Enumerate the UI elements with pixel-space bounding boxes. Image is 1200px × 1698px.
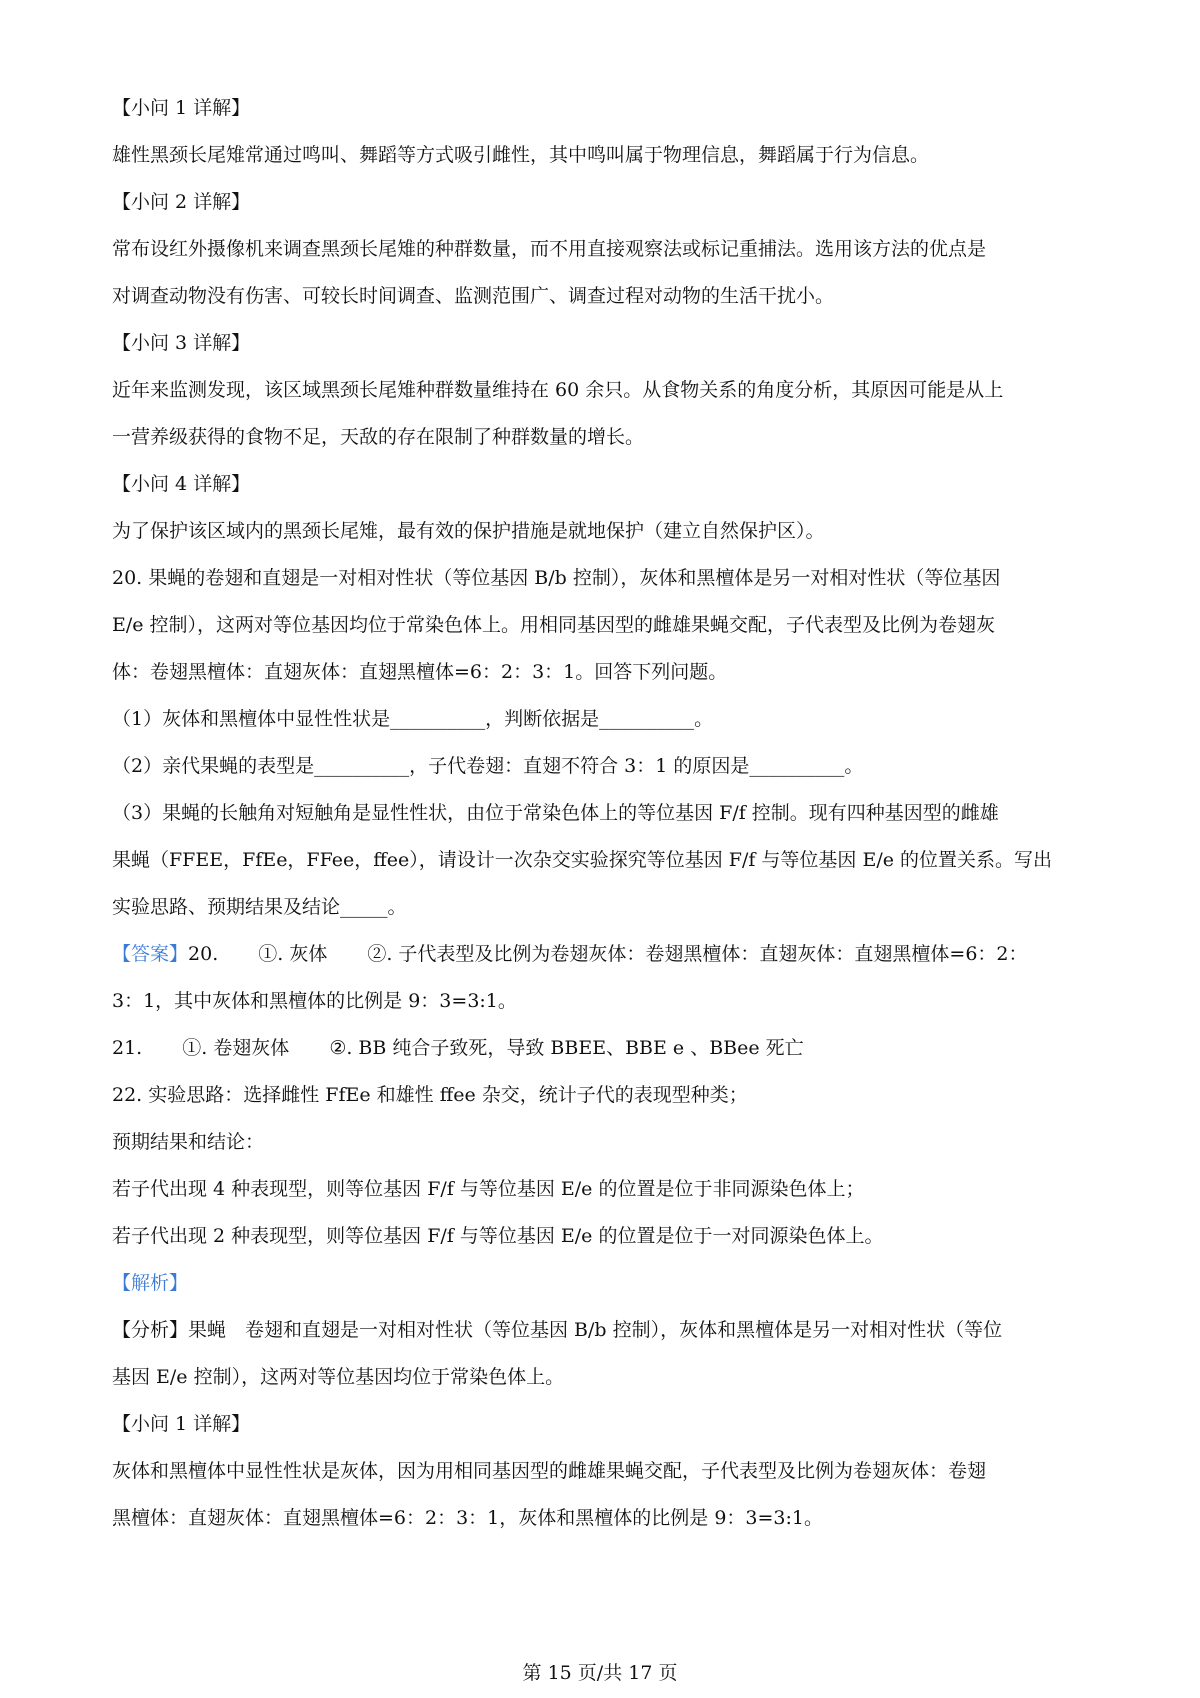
question-20 — [112, 566, 1102, 685]
answer-block — [112, 942, 1102, 1014]
answer-option: ①. 卷翅灰体 — [182, 1037, 290, 1059]
page-footer: 第 15 页/共 17 页 — [522, 1662, 678, 1684]
paragraph-line: 黑檀体：直翅灰体：直翅黑檀体=6：2：3：1，灰体和黑檀体的比例是 9：3=3:1。 — [112, 1507, 823, 1529]
paragraph-line: 常布设红外摄像机来调查黑颈长尾雉的种群数量，而不用直接观察法或标记重捕法。选用该方法的优点是 — [112, 238, 987, 260]
section-label: 【小问 3 详解】 — [112, 332, 251, 354]
paragraph-line: （3）果蝇的长触角对短触角是显性性状，由位于常染色体上的等位基因 F/f 控制。现有四种基因型的雌雄 — [112, 802, 999, 824]
paragraph-line: 近年来监测发现，该区域黑颈长尾雉种群数量维持在 60 余只。从食物关系的角度分析，其原因可能是从上 — [112, 379, 1004, 401]
paragraph-line: 体：卷翅黑檀体：直翅灰体：直翅黑檀体=6：2：3：1。回答下列问题。 — [112, 661, 728, 683]
paragraph-line: 果蝇（FFEE，FfEe，FFee，ffee），请设计一次杂交实验探究等位基因 F/f 与等位基因 E/e 的位置关系。写出 — [112, 849, 1053, 871]
answer-line: 3：1，其中灰体和黑檀体的比例是 9：3=3:1。 — [112, 990, 517, 1012]
analysis-paragraph — [112, 1318, 1102, 1390]
paragraph-line: 20. 果蝇的卷翅和直翅是一对相对性状（等位基因 B/b 控制），灰体和黑檀体是另一对相对性状（等位基因 — [112, 567, 1001, 589]
paragraph — [112, 1459, 1102, 1531]
answer-label: 【答案】 — [112, 943, 189, 965]
section-label: 【小问 1 详解】 — [112, 97, 251, 119]
answer-number: 21. — [112, 1037, 143, 1059]
paragraph-line: 灰体和黑檀体中显性性状是灰体，因为用相同基因型的雌雄果蝇交配，子代表型及比例为卷翅灰体：卷翅 — [112, 1460, 987, 1482]
paragraph-line: 22. 实验思路：选择雌性 FfEe 和雄性 ffee 杂交，统计子代的表现型种类； — [112, 1084, 748, 1106]
paragraph-line: 对调查动物没有伤害、可较长时间调查、监测范围广、调查过程对动物的生活干扰小。 — [112, 285, 835, 307]
section-label: 【小问 2 详解】 — [112, 191, 251, 213]
answer-option: ②. BB 纯合子致死，导致 BBEE、BBE e 、BBee 死亡 — [329, 1037, 804, 1059]
answer-option: ②. 子代表型及比例为卷翅灰体：卷翅黑檀体：直翅灰体：直翅黑檀体=6：2： — [367, 943, 1028, 965]
sub-question: （2）亲代果蝇的表型是__________，子代卷翅：直翅不符合 3：1 的原因是__________。 — [112, 755, 864, 777]
paragraph — [112, 237, 1102, 309]
paragraph — [112, 378, 1102, 450]
section-label: 【小问 4 详解】 — [112, 473, 251, 495]
answer-option: ①. 灰体 — [258, 943, 328, 965]
paragraph-line: 若子代出现 4 种表现型，则等位基因 F/f 与等位基因 E/e 的位置是位于非同源染色体上； — [112, 1178, 865, 1200]
section-label: 【小问 1 详解】 — [112, 1413, 251, 1435]
paragraph-line: 为了保护该区域内的黑颈长尾雉，最有效的保护措施是就地保护（建立自然保护区）。 — [112, 520, 825, 542]
paragraph-line: 若子代出现 2 种表现型，则等位基因 F/f 与等位基因 E/e 的位置是位于一对同源染色体上。 — [112, 1225, 884, 1247]
paragraph-line: 预期结果和结论： — [112, 1131, 265, 1153]
paragraph-line: 实验思路、预期结果及结论_____。 — [112, 896, 407, 918]
paragraph-line: 基因 E/e 控制），这两对等位基因均位于常染色体上。 — [112, 1366, 565, 1388]
document-body — [112, 96, 1102, 1553]
paragraph-line: 【分析】果蝇 卷翅和直翅是一对相对性状（等位基因 B/b 控制），灰体和黑檀体是另一对相对性状（等位 — [112, 1319, 1003, 1341]
answer-number: 20. — [188, 943, 219, 965]
sub-question-3 — [112, 801, 1102, 920]
paragraph-line: 一营养级获得的食物不足，天敌的存在限制了种群数量的增长。 — [112, 426, 645, 448]
paragraph-line: 雄性黑颈长尾雉常通过鸣叫、舞蹈等方式吸引雌性，其中鸣叫属于物理信息，舞蹈属于行为信息。 — [112, 144, 930, 166]
sub-question: （1）灰体和黑檀体中显性性状是__________，判断依据是__________。 — [112, 708, 714, 730]
paragraph-line: E/e 控制），这两对等位基因均位于常染色体上。用相同基因型的雌雄果蝇交配，子代表型及比例为卷翅灰 — [112, 614, 996, 636]
answer-line — [112, 942, 1102, 967]
analysis-label: 【解析】 — [112, 1272, 189, 1294]
answer-line — [112, 1036, 1102, 1083]
